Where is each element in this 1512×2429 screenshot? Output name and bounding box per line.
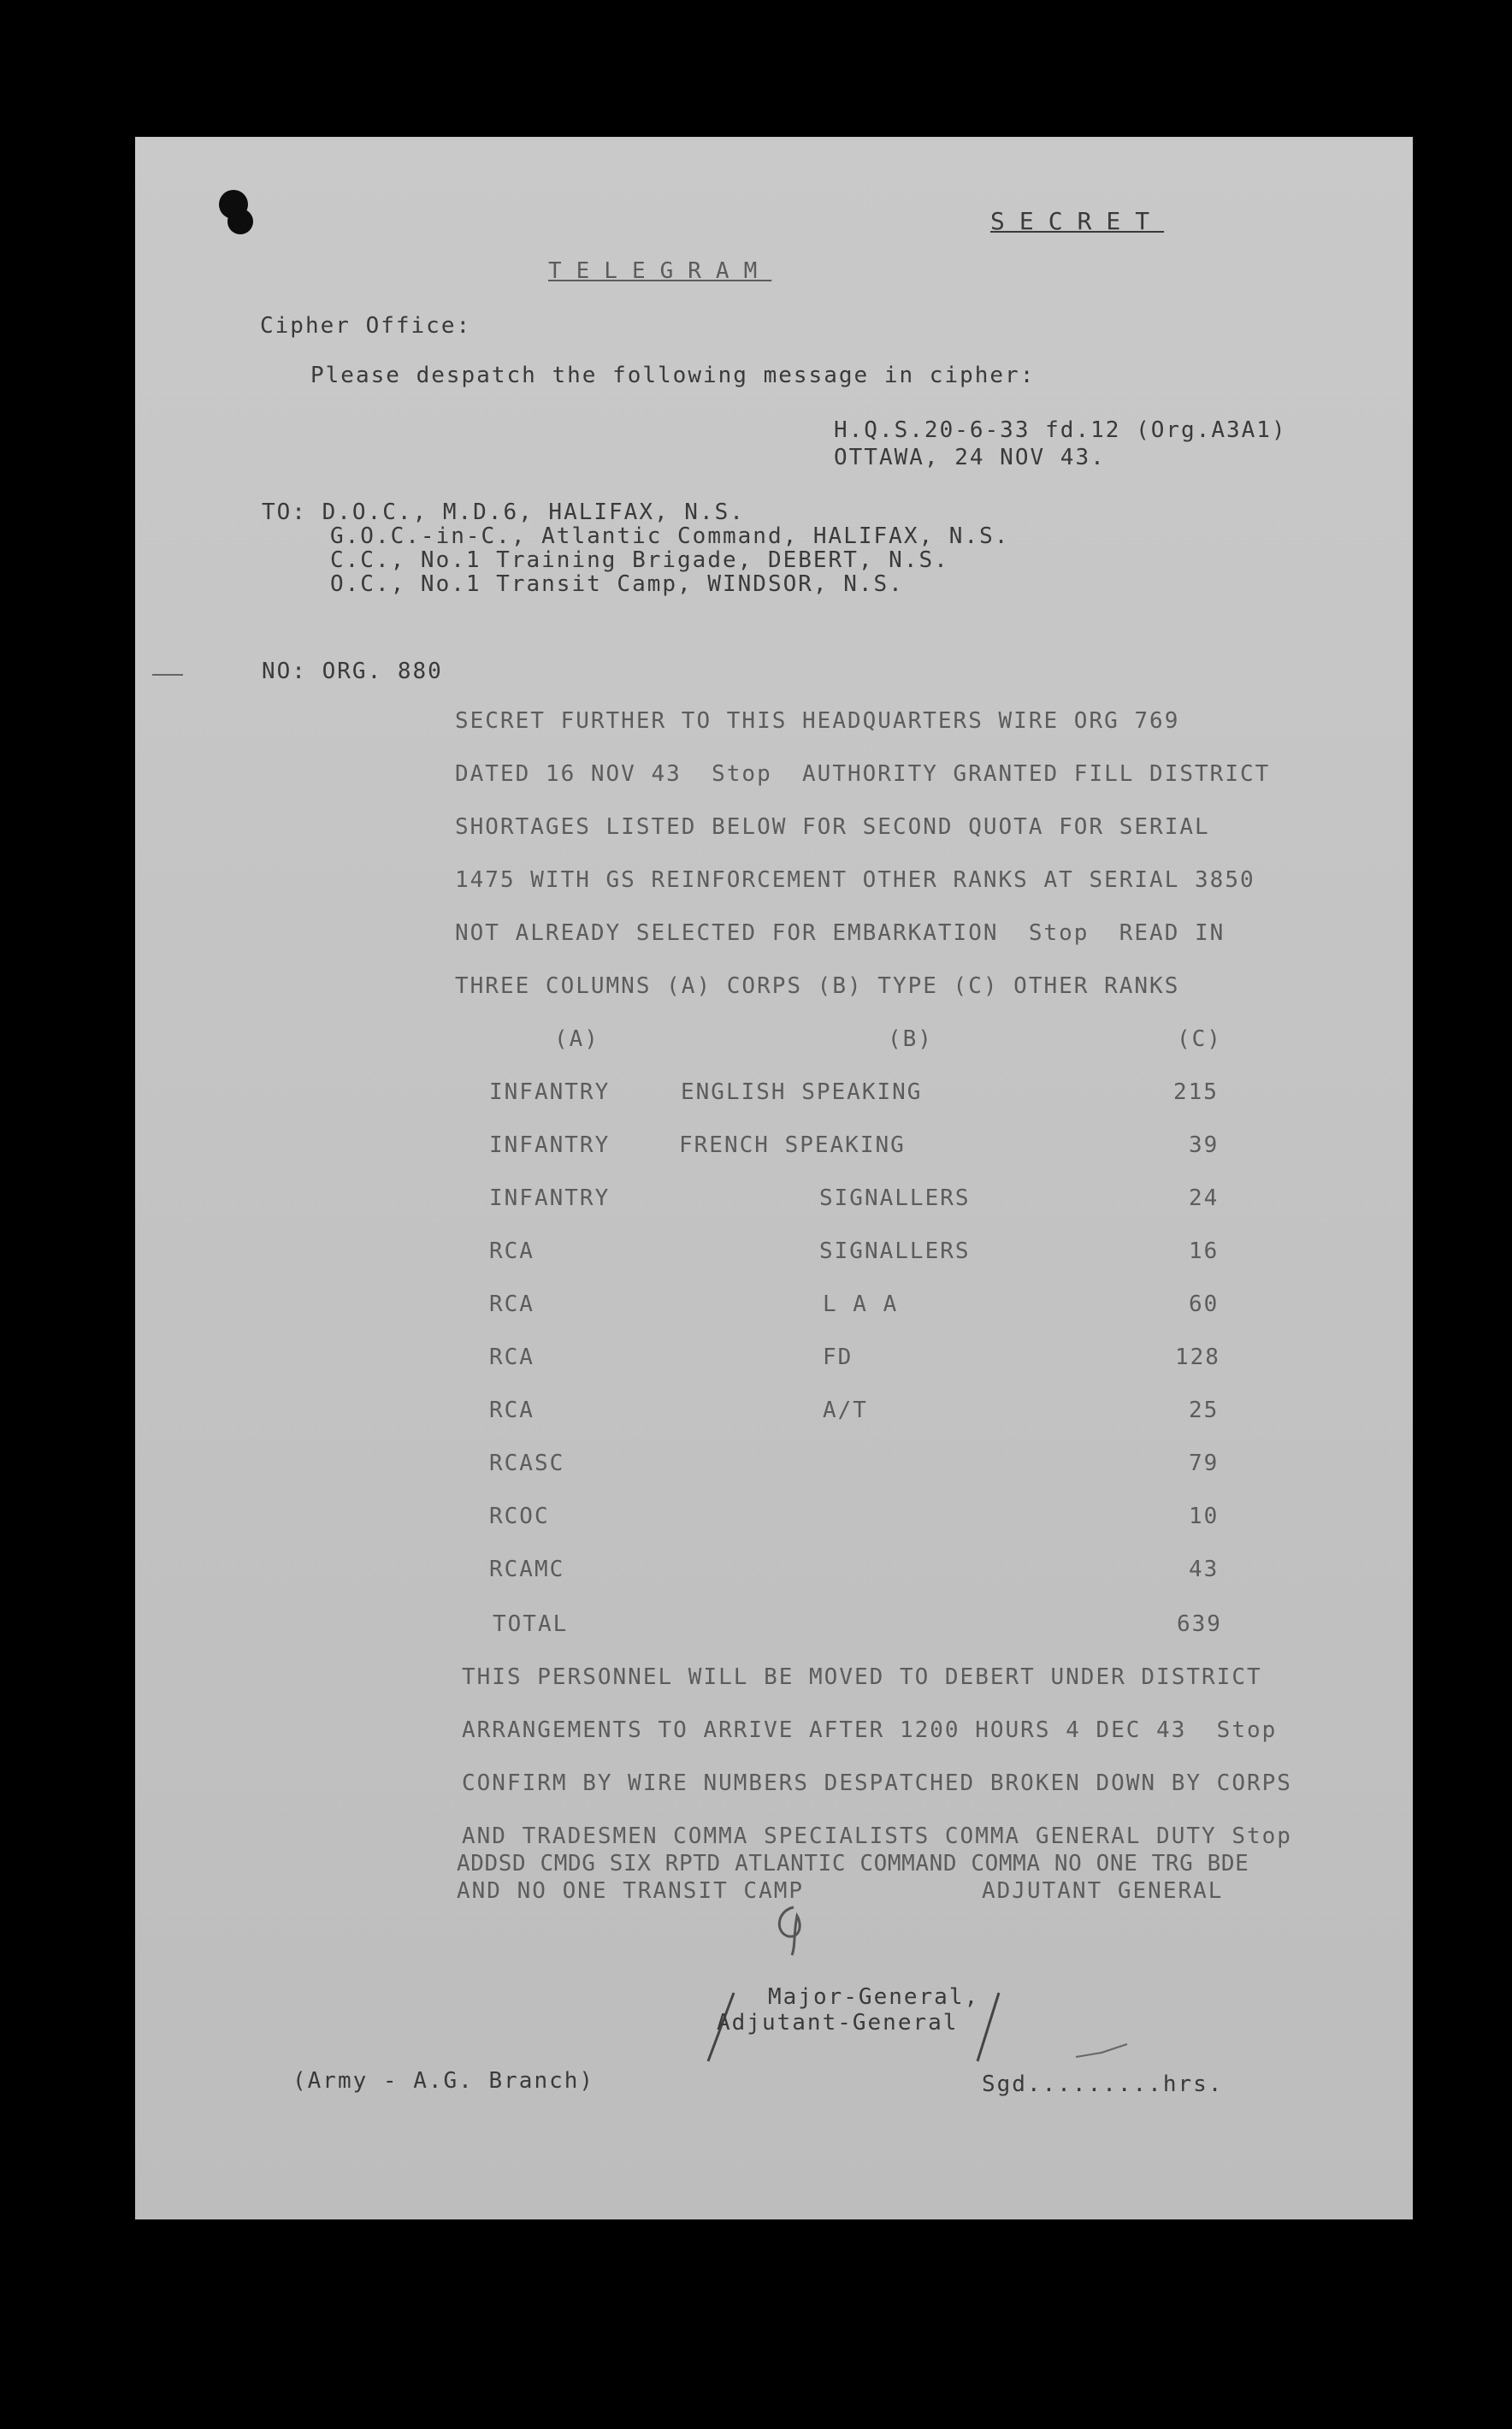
addressee-label: Cipher Office: — [260, 313, 472, 339]
ranks-cell: 10 — [1189, 1504, 1220, 1529]
ranks-cell: 60 — [1189, 1291, 1220, 1317]
to-line: G.O.C.-in-C., Atlantic Command, HALIFAX, N.S. — [330, 523, 1010, 549]
ranks-cell: 128 — [1175, 1345, 1220, 1370]
ranks-cell: 39 — [1189, 1132, 1220, 1158]
corps-cell: RCAMC — [489, 1557, 565, 1582]
body-line: SHORTAGES LISTED BELOW FOR SECOND QUOTA FOR SERIAL — [455, 814, 1210, 840]
sender-signature: ADJUTANT GENERAL — [982, 1878, 1224, 1904]
ranks-cell: 79 — [1189, 1451, 1220, 1476]
type-cell: FD — [823, 1345, 853, 1370]
ranks-cell: 215 — [1173, 1079, 1219, 1105]
type-cell: SIGNALLERS — [819, 1238, 971, 1264]
body-line: SECRET FURTHER TO THIS HEADQUARTERS WIRE ORG 769 — [455, 708, 1180, 734]
column-header-b: (B) — [888, 1026, 933, 1052]
type-cell: ENGLISH SPEAKING — [681, 1079, 923, 1105]
closing-line: CONFIRM BY WIRE NUMBERS DESPATCHED BROKEN DOWN BY CORPS — [462, 1770, 1292, 1796]
column-header-c: (C) — [1177, 1026, 1222, 1052]
signature-title: Adjutant-General — [717, 2010, 959, 2036]
to-line: O.C., No.1 Transit Camp, WINDSOR, N.S. — [330, 571, 904, 597]
handwritten-initials — [759, 1899, 828, 1959]
body-line: NOT ALREADY SELECTED FOR EMBARKATION Stop READ IN — [455, 920, 1226, 946]
type-cell: SIGNALLERS — [819, 1185, 971, 1211]
margin-mark — [152, 674, 183, 676]
total-value: 639 — [1177, 1611, 1222, 1637]
footer-branch: (Army - A.G. Branch) — [292, 2068, 595, 2094]
corps-cell: INFANTRY — [489, 1079, 611, 1105]
type-cell: L A A — [823, 1291, 899, 1317]
corps-cell: INFANTRY — [489, 1132, 611, 1158]
instruction-line: Please despatch the following message in cipher: — [310, 363, 1036, 388]
closing-line: THIS PERSONNEL WILL BE MOVED TO DEBERT UNDER DISTRICT — [462, 1664, 1262, 1690]
corps-cell: RCA — [489, 1398, 535, 1423]
ranks-cell: 43 — [1189, 1557, 1220, 1582]
document-type-heading: TELEGRAM — [548, 258, 772, 284]
file-reference: H.Q.S.20-6-33 fd.12 (Org.A3A1) — [834, 417, 1287, 443]
corps-cell: RCOC — [489, 1504, 550, 1529]
to-line: C.C., No.1 Training Brigade, DEBERT, N.S. — [330, 547, 949, 573]
type-cell: A/T — [823, 1398, 868, 1423]
body-line: DATED 16 NOV 43 Stop AUTHORITY GRANTED FILL DISTRICT — [455, 761, 1271, 787]
corps-cell: RCA — [489, 1291, 535, 1317]
closing-line: ARRANGEMENTS TO ARRIVE AFTER 1200 HOURS 4 DEC 43 Stop — [462, 1717, 1278, 1743]
to-line: TO: D.O.C., M.D.6, HALIFAX, N.S. — [262, 499, 745, 525]
place-date: OTTAWA, 24 NOV 43. — [834, 445, 1106, 470]
corps-cell: RCA — [489, 1345, 535, 1370]
total-label: TOTAL — [493, 1611, 569, 1637]
message-number: NO: ORG. 880 — [262, 659, 443, 684]
ranks-cell: 24 — [1189, 1185, 1220, 1211]
ranks-cell: 25 — [1189, 1398, 1220, 1423]
signature-rank: Major-General, — [768, 1984, 980, 2010]
closing-line: AND NO ONE TRANSIT CAMP — [457, 1878, 805, 1904]
body-line: THREE COLUMNS (A) CORPS (B) TYPE (C) OTHER RANKS — [455, 973, 1180, 999]
closing-line: AND TRADESMEN COMMA SPECIALISTS COMMA GENERAL DUTY Stop — [462, 1823, 1292, 1849]
column-header-a: (A) — [554, 1026, 599, 1052]
body-line: 1475 WITH GS REINFORCEMENT OTHER RANKS AT SERIAL 3850 — [455, 867, 1255, 893]
type-cell: FRENCH SPEAKING — [679, 1132, 906, 1158]
ranks-cell: 16 — [1189, 1238, 1220, 1264]
punch-hole — [227, 209, 253, 234]
corps-cell: INFANTRY — [489, 1185, 611, 1211]
corps-cell: RCA — [489, 1238, 535, 1264]
corps-cell: RCASC — [489, 1451, 565, 1476]
telegram-document — [135, 137, 1413, 2219]
classification-stamp: SECRET — [990, 207, 1165, 235]
closing-line: ADDSD CMDG SIX RPTD ATLANTIC COMMAND COMMA NO ONE TRG BDE — [457, 1851, 1249, 1876]
footer-time: Sgd.........hrs. — [982, 2071, 1224, 2097]
